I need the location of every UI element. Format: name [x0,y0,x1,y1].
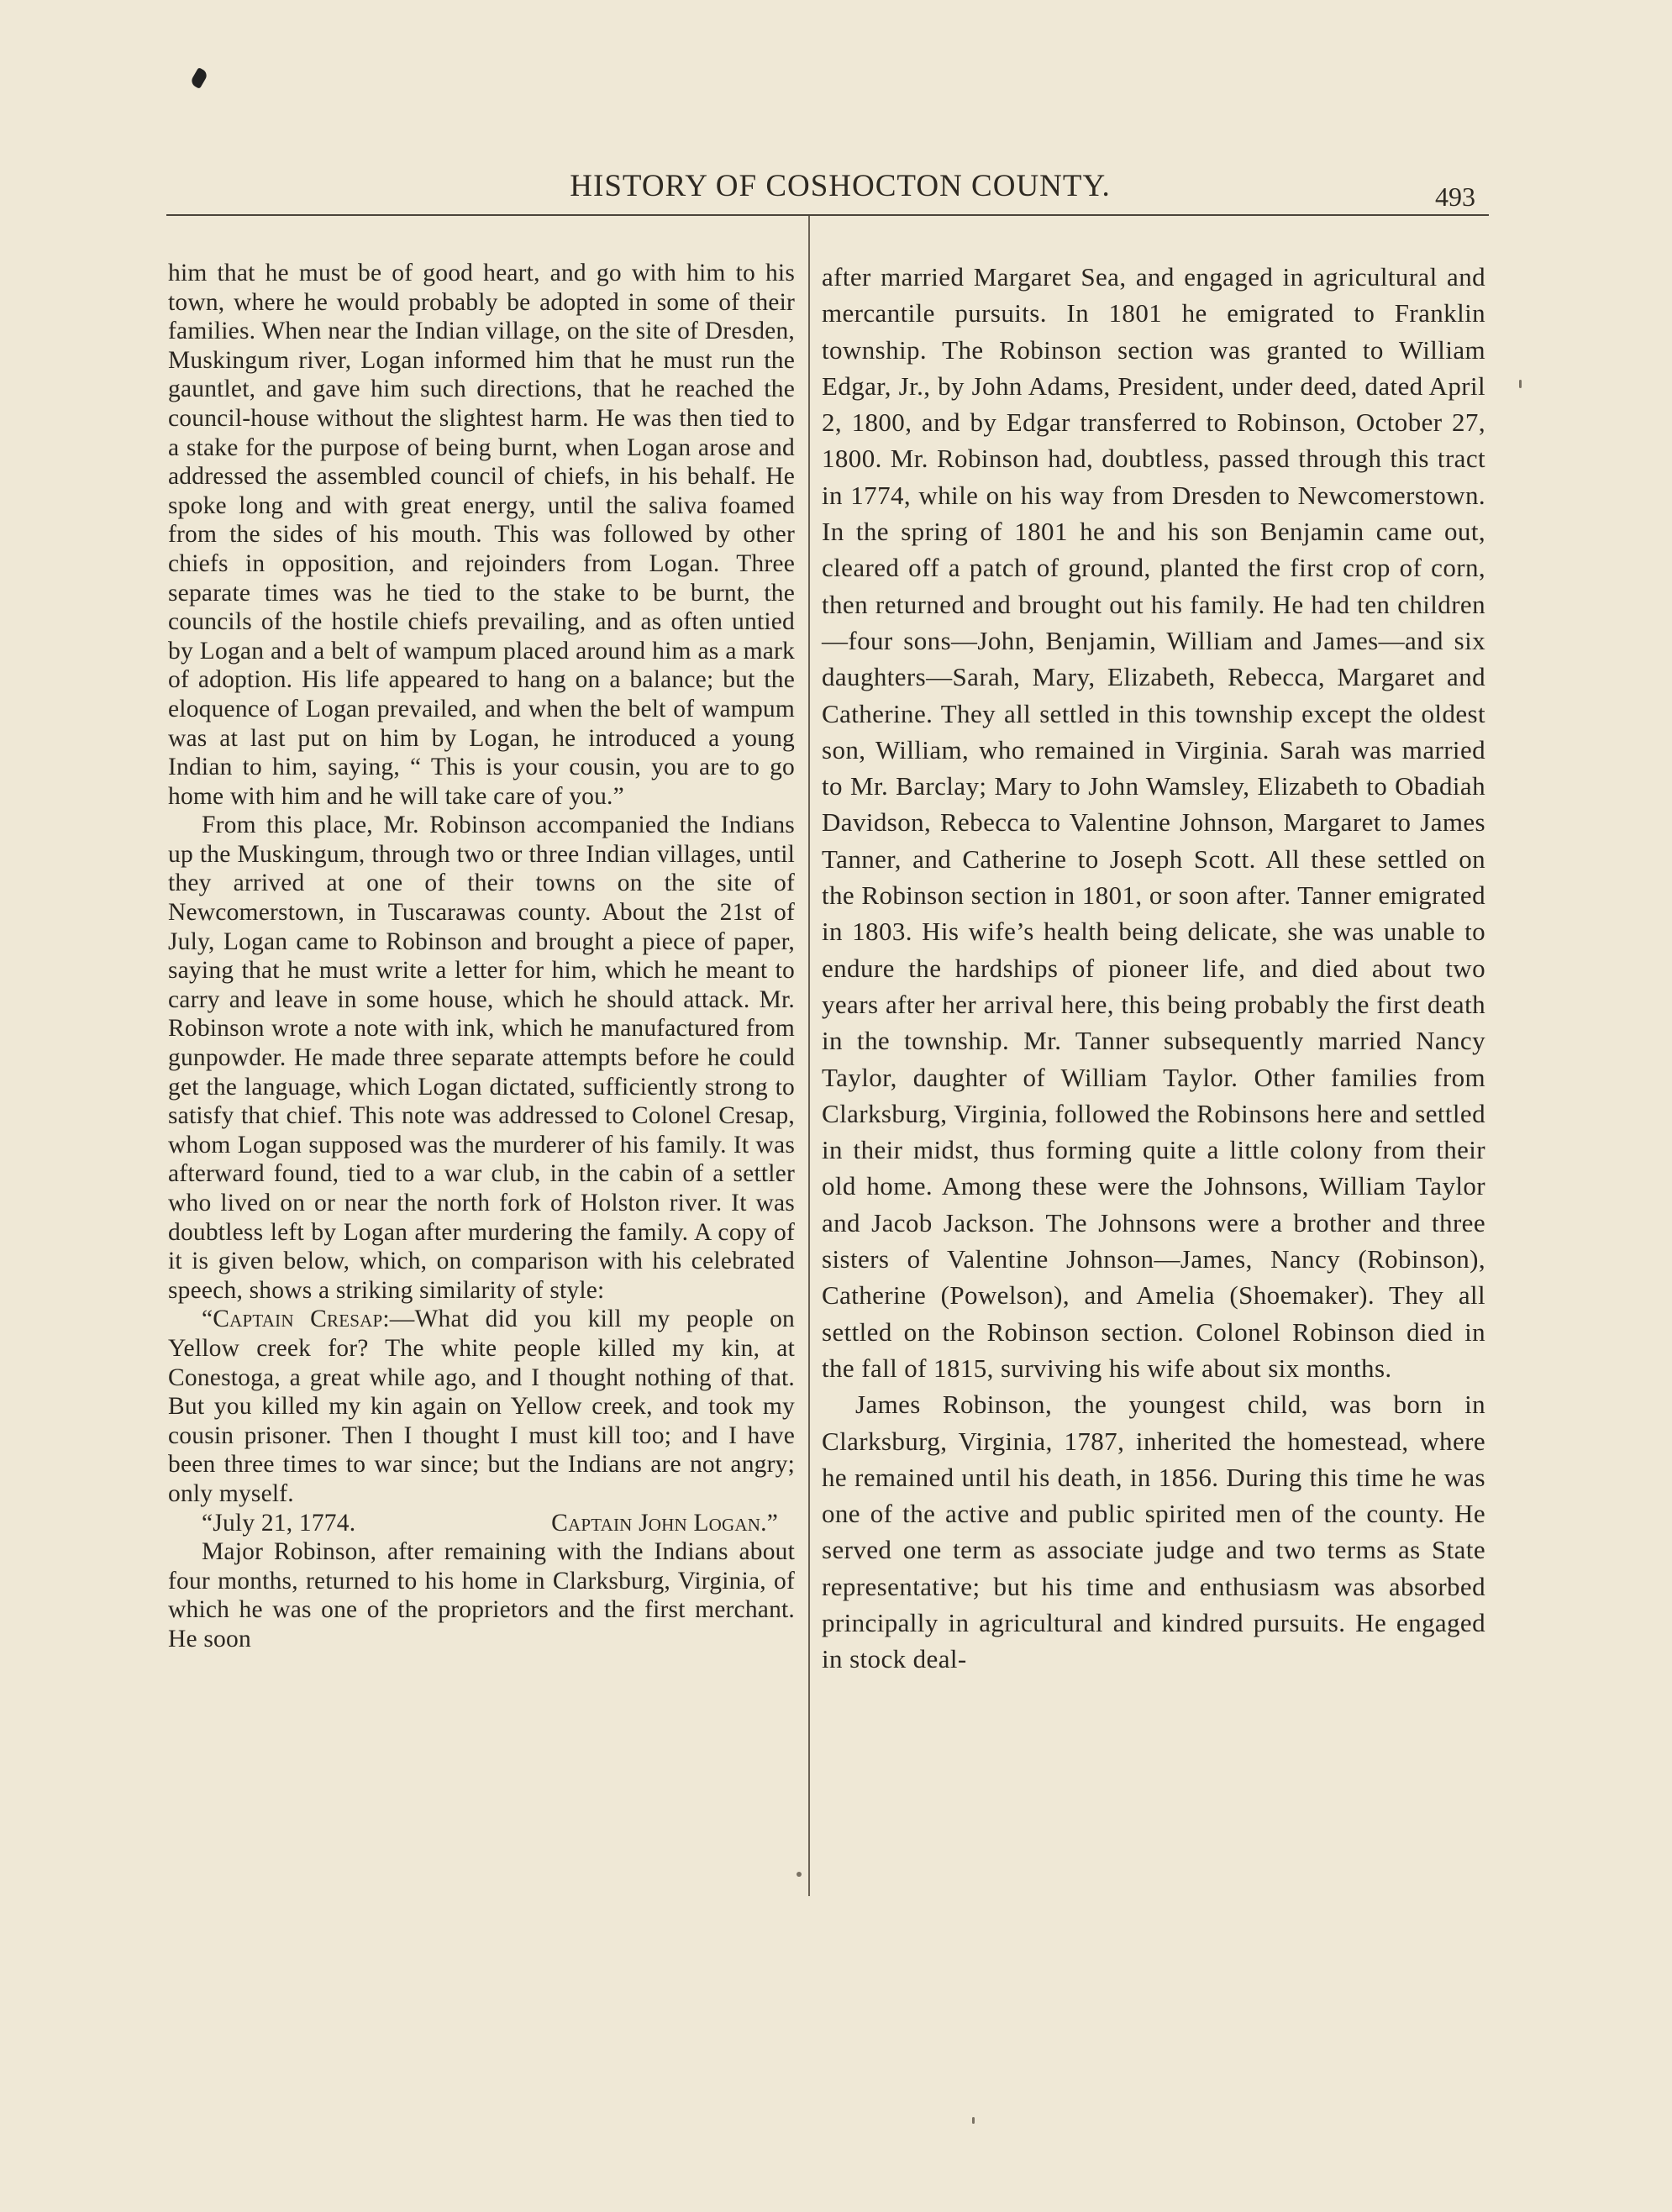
left-column [168,259,795,1654]
letter-date: “July 21, 1774. [202,1509,356,1537]
column-divider [808,216,810,1896]
page-number: 493 [1435,181,1475,212]
running-header: HISTORY OF COSHOCTON COUNTY. [570,169,1111,203]
paragraph: James Robinson, the youngest child, was born in Clarksburg, Virginia, 1787, inherited the homestead, where he remained until his death, in 1856. During this time he was one of the active and public spirited men of the county. He served one term as associate judge and two terms as State representative; but his time and enthusiasm was absorbed principally in agricultural and kindred pursuits. He engaged in stock deal- [822,1390,1485,1674]
right-column [822,259,1485,1678]
letter-signature: Captain John Logan.” [551,1509,778,1537]
paper-speck [972,2117,975,2124]
logan-letter [168,1305,795,1537]
letter-salutation: “Captain Cresap: [202,1306,390,1333]
header-rule [166,214,1489,216]
paragraph: him that he must be of good heart, and go with him to his town, where he would probably be adopted in some of their families. When near the Indian village, on the site of Dresden, Muskingum river, Logan informed him that he must run the gauntlet, and gave him such directions, that he reached the council-house without the slightest harm. He was then tied to a stake for the purpose of being burnt, when Logan arose and addressed the assembled council of chiefs, in his behalf. He spoke long and with great energy, until the saliva foamed from the sides of his mouth. This was followed by other chiefs in opposition, and rejoinders from Logan. Three separate times was he tied to the stake to be burnt, the councils of the hostile chiefs prevailing, and as often untied by Logan and a belt of wampum placed around him as a mark of adoption. His life appeared to hang on a balance; but the eloquence of Logan prevailed, and when the belt of wampum was at last put on him by Logan, he introduced a young Indian to him, saying, “ This is your cousin, you are to go home with him and he will take care of you.” [168,260,795,810]
ink-mark [189,67,208,89]
paper-speck [1519,380,1522,388]
letter-text [168,1305,795,1508]
letter-signoff [168,1509,795,1538]
paragraph: after married Margaret Sea, and engaged in agricultural and mercantile pursuits. In 1801 he emigrated to Franklin township. The Robinson section was granted to William Edgar, Jr., by John Adams, President, under deed, dated April 2, 1800, and by Edgar transferred to Robinson, October 27, 1800. Mr. Robinson had, doubtless, passed through this tract in 1774, while on his way from Dresden to Newcomerstown. In the spring of 1801 he and his son Benjamin came out, cleared off a patch of ground, planted the first crop of corn, then returned and brought out his family. He had ten children—four sons—John, Benjamin, William and James—and six daughters—Sarah, Mary, Elizabeth, Rebecca, Margaret and Catherine. They all settled in this township except the oldest son, William, who remained in Virginia. Sarah was married to Mr. Barclay; Mary to John Wamsley, Elizabeth to Obadiah Davidson, Rebecca to Valentine Johnson, Margaret to James Tanner, and Catherine to Joseph Scott. All these settled on the Robinson section in 1801, or soon after. Tanner emigrated in 1803. His wife’s health being delicate, she was unable to endure the hardships of pioneer life, and died about two years after her arrival here, this being probably the first death in the township. Mr. Tanner subsequently married Nancy Taylor, daughter of William Taylor. Other families from Clarksburg, Virginia, followed the Robinsons here and settled in their midst, thus forming quite a little colony from their old home. Among these were the Johnsons, William Taylor and Jacob Jackson. The Johnsons were a brother and three sisters of Valentine Johnson—James, Nancy (Robinson), Catherine (Powelson), and Amelia (Shoemaker). They all settled on the Robinson section. Colonel Robinson died in the fall of 1815, surviving his wife about six months. [822,262,1485,1383]
paper-speck [797,1872,802,1877]
letter-body: —What did you kill my people on Yellow creek for? The white people killed my kin, at Conestoga, a great while ago, and I thought nothing of that. But you killed my kin again on Yellow creek, and took my cousin prisoner. Then I thought I must kill too; and I have been three times to war since; but the Indians are not angry; only myself. [168,1306,796,1507]
paragraph: From this place, Mr. Robinson accompanied the Indians up the Muskingum, through two or three Indian villages, until they arrived at one of their towns on the site of Newcomerstown, in Tuscarawas county. About the 21st of July, Logan came to Robinson and brought a piece of paper, saying that he must write a letter for him, which he meant to carry and leave in some house, which he should attack. Mr. Robinson wrote a note with ink, which he manufactured from gunpowder. He made three separate attempts before he could get the language, which Logan dictated, sufficiently strong to satisfy that chief. This note was addressed to Colonel Cresap, whom Logan supposed was the murderer of his family. It was afterward found, tied to a war club, in the cabin of a settler who lived on or near the north fork of Holston river. It was doubtless left by Logan after murdering the family. A copy of it is given below, which, on comparison with his celebrated speech, shows a striking similarity of style: [168,812,795,1304]
paragraph: Major Robinson, after remaining with the Indians about four months, returned to his home in Clarksburg, Virginia, of which he was one of the proprietors and the first merchant. He soon [168,1538,795,1652]
